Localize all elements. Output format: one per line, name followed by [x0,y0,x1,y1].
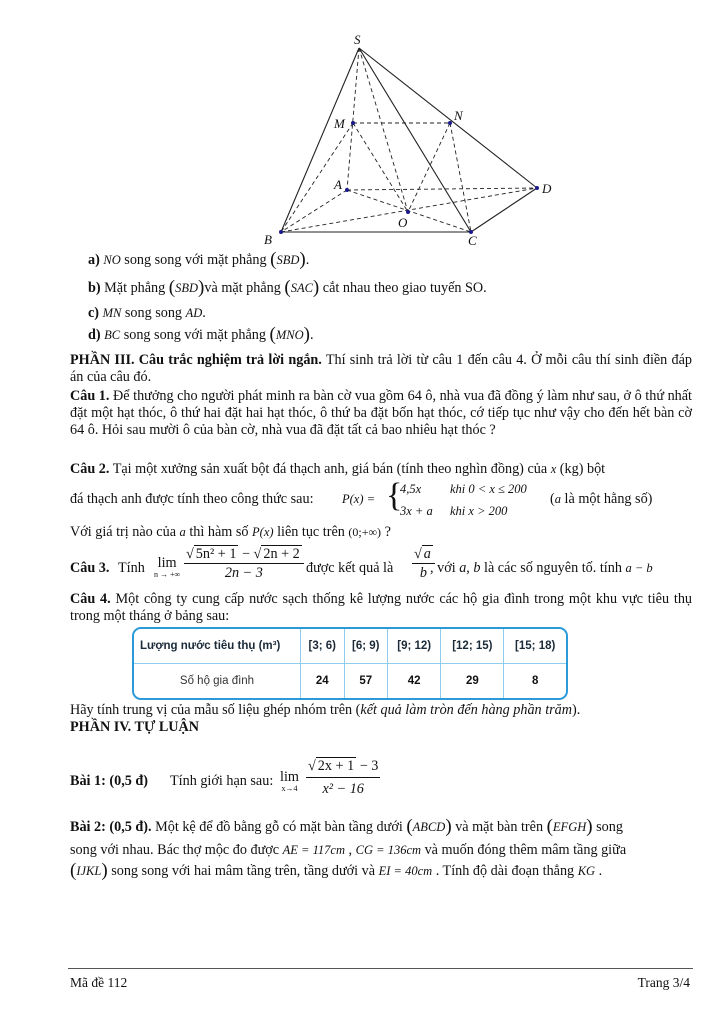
part4-heading: PHẦN IV. TỰ LUẬN [70,719,200,735]
statement-d: d) BC song song với mặt phẳng (MNO). [88,324,314,345]
interval-cell: [9; 12) [388,629,441,664]
interval-cell: [12; 15) [441,629,504,664]
water-consumption-table [132,627,568,700]
statement-b: b) Mặt phẳng (SBD)và mặt phẳng (SAC) cắt nhau theo giao tuyến SO. [88,277,487,298]
pyramid-figure [255,30,565,250]
seg-no [408,123,450,212]
edge-ab [281,190,347,232]
exam-code: Mã đề 112 [70,975,128,990]
footer-divider [68,968,693,969]
interval-cell: [15; 18) [504,629,566,664]
page-number: Trang 3/4 [637,975,690,990]
question-2-line1: Câu 2. Tại một xưởng sản xuất bột đá thạch anh, giá bán (tính theo nghìn đồng) của x (kg) bột [70,461,606,477]
table-row [134,629,566,664]
label-o: O [398,215,408,230]
count-cell: 24 [301,664,345,698]
seg-so [359,48,408,212]
part3-heading: PHẦN III. Câu trắc nghiệm trả lời ngắn. [70,352,322,368]
label-m: M [334,116,345,131]
row2-label: Số hộ gia đình [134,664,301,698]
question-1: Câu 1. Để thưởng cho người phát minh ra bàn cờ vua gồm 64 ô, nhà vua đã đồng ý làm như sau, ở ô thứ nhất đặt một hạt thóc, ô thứ hai đặt hai hạt thóc, ô thứ ba đặt bốn hạt thóc, cớ tiếp tục như vậy cho đến hết bàn cờ 64 ô. Hỏi sau mười ô của bàn cờ, nhà vua đã đặt tất cả bao nhiêu hạt thóc ? [70,388,692,438]
count-cell: 8 [531,675,539,687]
seg-ma [281,123,353,232]
label-b: B [264,232,272,247]
question-4-task: Hãy tính trung vị của mẫu số liệu ghép nhóm trên (kết quả làm tròn đến hàng phần trăm). [70,702,581,718]
table-row [134,664,566,698]
exercise-2-line2: song với nhau. Bác thợ mộc đo được AE = 117cm , CG = 136cm và muốn đóng thêm mâm tầng giữa [70,842,627,858]
question-2-line3: Với giá trị nào của a thì hàm số P(x) liên tục trên (0;+∞) ? [70,524,391,540]
edge-sc [359,48,471,232]
exercise-2-line3: (IJKL) song song với hai mâm tầng trên, tầng dưới và EI = 40cm . Tính độ dài đoạn thẳng KG . [70,860,603,881]
exercise-2-line1: Bài 2: (0,5 đ). Một kệ để đồ bằng gỗ có mặt bàn tầng dưới (ABCD) và mặt bàn trên (EFGH) song [70,816,623,837]
label-a: A [334,177,342,192]
edge-sd [359,48,537,188]
statement-a: a) NO song song với mặt phẳng (SBD). [88,249,310,270]
statement-c: c) MN song song AD. [88,305,206,321]
interval-cell: [6; 9) [345,629,389,664]
label-n: N [454,108,463,123]
question-4: Câu 4. Một công ty cung cấp nước sạch thống kê lượng nước các hộ gia đình trong một khu vực tiêu thụ trong một tháng ở bảng sau: [70,591,693,624]
count-cell: 57 [345,664,389,698]
label-d: D [542,181,552,196]
seg-mo [353,123,408,212]
interval-cell: [3; 6) [301,629,345,664]
count-cell: 29 [441,664,504,698]
label-s: S [354,32,361,47]
edge-cd [471,188,537,232]
label-c: C [468,233,477,248]
count-cell: 42 [388,664,441,698]
row1-label: Lượng nước tiêu thụ (m³) [134,629,301,664]
part3-intro: PHẦN III. Câu trắc nghiệm trả lời ngắn. Thí sinh trả lời từ câu 1 đến câu 4. Ở mỗi câu thí sinh điền đáp án của câu đó. [70,352,692,385]
edge-sb [281,48,359,232]
edge-ad [347,188,537,190]
diag-bd [281,188,537,232]
edge-sa [347,48,359,190]
